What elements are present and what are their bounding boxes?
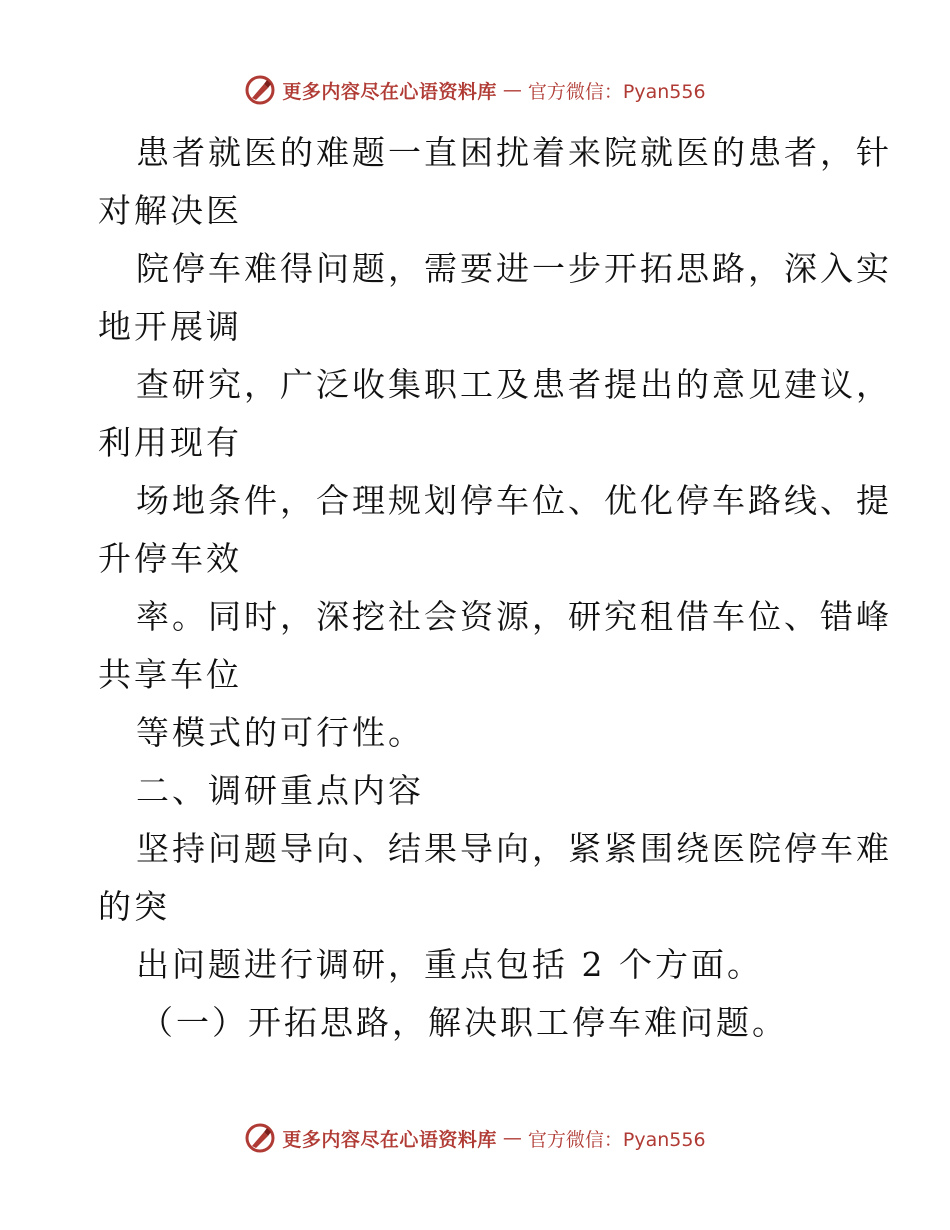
section-heading: 二、调研重点内容 (136, 771, 424, 810)
watermark-dash: — (502, 1127, 522, 1149)
text-line: 地开展调 (98, 307, 242, 346)
watermark-brand: 更多内容尽在心语资料库 (282, 80, 497, 103)
subsection-heading: （一）开拓思路，解决职工停车难问题。 (140, 1003, 788, 1042)
pen-logo-icon (244, 1122, 276, 1154)
text-line: 出问题进行调研，重点包括 2 个方面。 (136, 945, 763, 984)
watermark-wechat: 官方微信：Pyan556 (527, 80, 706, 103)
text-line: 院停车难得问题，需要进一步开拓思路，深入实 (136, 249, 892, 288)
text-line: 等模式的可行性。 (136, 713, 424, 752)
text-line: 查研究，广泛收集职工及患者提出的意见建议， (136, 365, 892, 404)
watermark-brand: 更多内容尽在心语资料库 (282, 1128, 497, 1151)
footer-watermark (0, 1122, 950, 1154)
document-body (98, 124, 892, 1052)
pen-logo-icon (244, 74, 276, 106)
text-line: 共享车位 (98, 655, 242, 694)
text-line: 场地条件，合理规划停车位、优化停车路线、提 (136, 481, 892, 520)
text-line: 坚持问题导向、结果导向，紧紧围绕医院停车难 (136, 829, 892, 868)
text-line: 升停车效 (98, 539, 242, 578)
header-watermark (0, 74, 950, 106)
text-line: 的突 (98, 887, 170, 926)
text-line: 患者就医的难题一直困扰着来院就医的患者，针 (136, 133, 892, 172)
watermark-wechat: 官方微信：Pyan556 (527, 1128, 706, 1151)
text-line: 率。同时，深挖社会资源，研究租借车位、错峰 (136, 597, 892, 636)
text-line: 对解决医 (98, 191, 242, 230)
watermark-dash: — (502, 79, 522, 101)
text-line: 利用现有 (98, 423, 242, 462)
